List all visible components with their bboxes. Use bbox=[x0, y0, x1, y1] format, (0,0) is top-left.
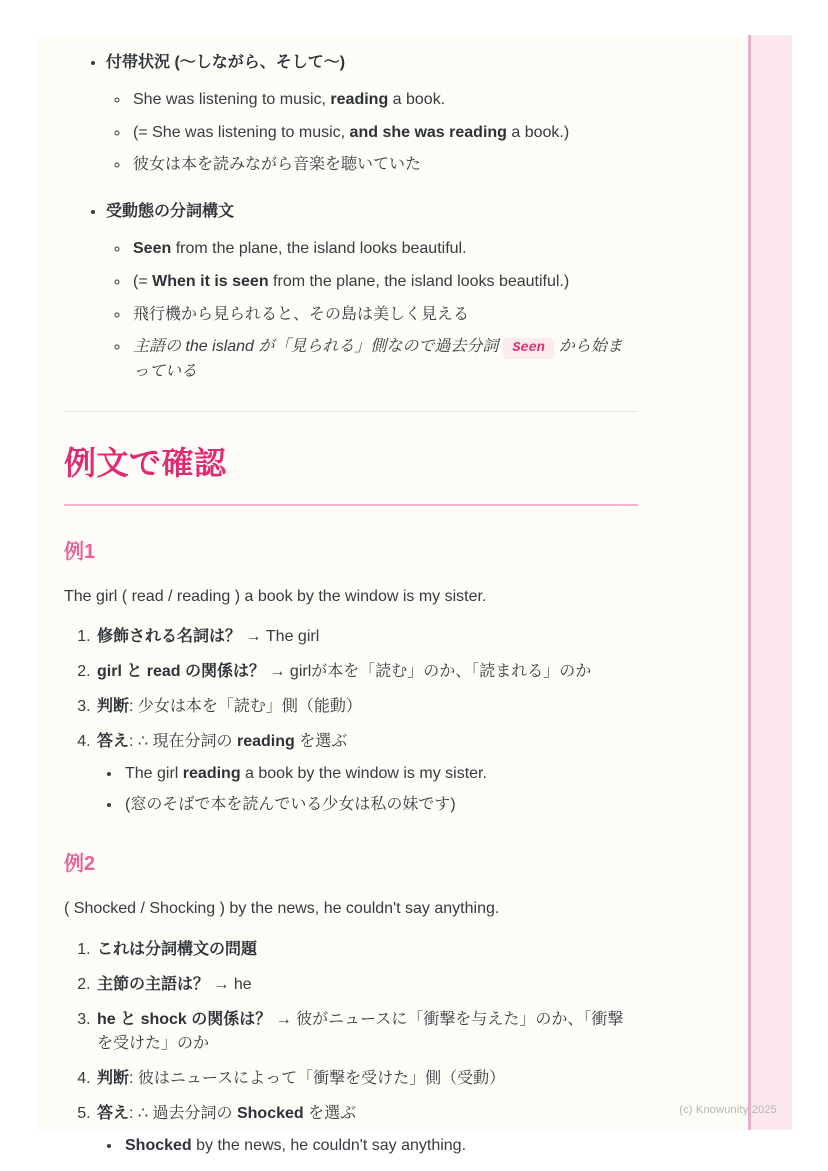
text-segment: he と shock の関係は？ bbox=[97, 1010, 272, 1028]
steps-list bbox=[64, 625, 638, 818]
text-segment: → The girl bbox=[241, 628, 320, 646]
text-segment: a book. bbox=[388, 90, 446, 108]
text-segment: を選ぶ bbox=[303, 1105, 357, 1123]
list-item bbox=[130, 237, 638, 262]
example-sentence: ( Shocked / Shocking ) by the news, he couldn't say anything. bbox=[64, 900, 500, 918]
text-segment: reading bbox=[330, 90, 389, 108]
page-content bbox=[38, 35, 638, 1159]
text-segment: これは分詞構文の問題 bbox=[97, 941, 258, 959]
steps-list bbox=[64, 938, 638, 1159]
text-segment: を選ぶ bbox=[294, 732, 348, 750]
text-segment: 判断 bbox=[97, 1070, 130, 1088]
list-item bbox=[130, 88, 638, 113]
text-segment: girl と read の関係は？ bbox=[97, 663, 266, 681]
step-item bbox=[95, 730, 638, 818]
list-item bbox=[130, 153, 638, 178]
text-segment: 彼女は本を読みながら音楽を聴いていた bbox=[133, 156, 422, 174]
list-item bbox=[130, 121, 638, 146]
bullet-section bbox=[106, 51, 638, 178]
document-page bbox=[38, 35, 792, 1154]
step-sub-list bbox=[97, 1134, 638, 1159]
step-item bbox=[95, 973, 638, 998]
example-section bbox=[64, 537, 638, 819]
example-label: 例2 bbox=[64, 853, 96, 876]
text-segment: : 少女は本を「読む」側（能動） bbox=[129, 698, 362, 716]
text-segment: 修飾される名詞は？ bbox=[97, 628, 242, 646]
text-segment: 付帯状況 (〜しながら、そして〜) bbox=[106, 54, 346, 71]
examples-container bbox=[64, 537, 638, 1159]
list-item bbox=[130, 335, 638, 385]
text-segment: She was listening to music, bbox=[133, 90, 331, 108]
text-segment: When it is seen bbox=[152, 272, 269, 290]
step-item bbox=[95, 625, 638, 650]
step-item bbox=[95, 695, 638, 720]
text-segment: reading bbox=[236, 732, 295, 750]
text-segment: from the plane, the island looks beautiful. bbox=[171, 239, 467, 257]
text-segment: (= bbox=[133, 272, 153, 290]
text-segment: → he bbox=[209, 975, 252, 993]
text-segment: 受動態の分詞構文 bbox=[106, 203, 235, 221]
text-segment: by the news, he couldn't say anything. bbox=[191, 1136, 467, 1154]
text-segment: : 彼はニュースによって「衝撃を受けた」側（受動） bbox=[129, 1070, 506, 1088]
list-item bbox=[122, 793, 638, 818]
example-label: 例1 bbox=[64, 540, 96, 563]
text-segment: : ∴ 過去分詞の bbox=[129, 1105, 237, 1123]
bullet-section-title bbox=[106, 200, 638, 225]
text-segment: Shocked bbox=[236, 1105, 304, 1123]
example-section bbox=[64, 849, 638, 1158]
top-outline-list bbox=[64, 51, 638, 385]
page-edge-strip bbox=[748, 35, 792, 1130]
bullet-section-title bbox=[106, 51, 638, 76]
text-segment: (= She was listening to music, bbox=[133, 123, 350, 141]
text-segment: 主節の主語は？ bbox=[97, 975, 210, 993]
section-divider bbox=[64, 411, 638, 412]
text-segment: 判断 bbox=[97, 698, 130, 716]
example-sentence: The girl ( read / reading ) a book by the window is my sister. bbox=[64, 587, 487, 605]
main-heading: 例文で確認 bbox=[64, 439, 638, 506]
inline-code-chip: Seen bbox=[503, 338, 553, 359]
circle-sub-list bbox=[106, 237, 638, 385]
text-segment: Seen bbox=[133, 239, 172, 257]
text-segment: Shocked bbox=[125, 1136, 192, 1154]
text-segment: (窓のそばで本を読んでいる少女は私の妹です) bbox=[125, 796, 456, 814]
step-item bbox=[95, 1102, 638, 1159]
text-segment: from the plane, the island looks beautiful.) bbox=[268, 272, 570, 290]
list-item bbox=[130, 270, 638, 295]
circle-sub-list bbox=[106, 88, 638, 178]
text-segment: and she was reading bbox=[349, 123, 507, 141]
list-item bbox=[130, 303, 638, 328]
step-item bbox=[95, 1067, 638, 1092]
text-segment: a book by the window is my sister. bbox=[240, 764, 487, 782]
footer-credit: (c) Knowunity 2025 bbox=[679, 1103, 777, 1116]
step-sub-list bbox=[97, 762, 638, 819]
step-item bbox=[95, 1008, 638, 1058]
text-segment: から始まっている bbox=[133, 338, 623, 381]
text-segment: → girlが本を「読む」のか、「読まれる」のか bbox=[265, 663, 592, 681]
text-segment: 答え bbox=[97, 732, 130, 750]
text-segment: 飛行機から見られると、その島は美しく見える bbox=[133, 305, 470, 323]
text-segment: The girl bbox=[125, 764, 183, 782]
text-segment: a book.) bbox=[506, 123, 570, 141]
content-column bbox=[64, 51, 638, 1159]
text-segment: : ∴ 現在分詞の bbox=[129, 732, 237, 750]
text-segment: reading bbox=[182, 764, 241, 782]
bullet-section bbox=[106, 200, 638, 385]
text-segment: 答え bbox=[97, 1105, 130, 1123]
step-item bbox=[95, 660, 638, 685]
text-segment: → 彼がニュースに「衝撃を与えた」のか、「衝撃を受けた」のか bbox=[97, 1010, 624, 1053]
list-item bbox=[122, 1134, 638, 1159]
step-item bbox=[95, 938, 638, 963]
text-segment: 主語の the island が「見られる」側なので過去分詞 bbox=[133, 338, 499, 356]
list-item bbox=[122, 762, 638, 787]
